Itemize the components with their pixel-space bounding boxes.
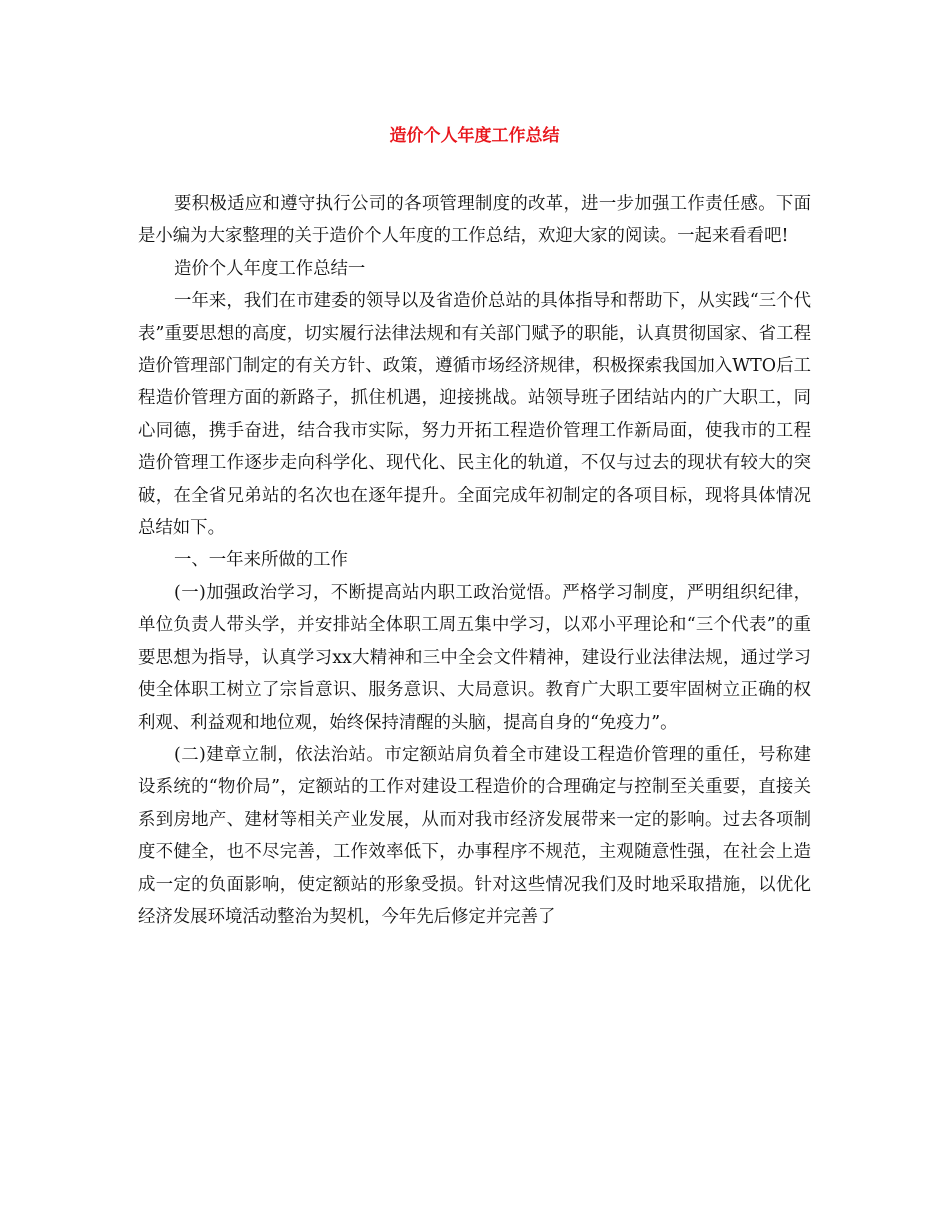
intro-paragraph: 要积极适应和遵守执行公司的各项管理制度的改革，进一步加强工作责任感。下面是小编为大家整理的关于造价个人年度的工作总结，欢迎大家的阅读。一起来看看吧! [138, 194, 811, 247]
political-study-paragraph: (一)加强政治学习，不断提高站内职工政治觉悟。严格学习制度，严明组织纪律，单位负责人带头学，并安排站全体职工周五集中学习，以邓小平理论和“三个代表”的重要思想为指导，认真学习xx大精神和三中全会文件精神，建设行业法律法规，通过学习使全体职工树立了宗旨意识、服务意识、大局意识。教育广大职工要牢固树立正确的权利观、利益观和地位观，始终保持清醒的头脑，提高自身的“免疫力”。 [138, 582, 811, 733]
overview-paragraph: 一年来，我们在市建委的领导以及省造价总站的具体指导和帮助下，从实践“三个代表”重要思想的高度，切实履行法律法规和有关部门赋予的职能，认真贯彻国家、省工程造价管理部门制定的有关方针、政策，遵循市场经济规律，积极探索我国加入WTO后工程造价管理方面的新路子，抓住机遇，迎接挑战。站领导班子团结站内的广大职工，同心同德，携手奋进，结合我市实际，努力开拓工程造价管理工作新局面，使我市的工程造价管理工作逐步走向科学化、现代化、民主化的轨道，不仅与过去的现状有较大的突破，在全省兄弟站的名次也在逐年提升。全面完成年初制定的各项目标，现将具体情况总结如下。 [138, 291, 811, 539]
rules-paragraph: (二)建章立制，依法治站。市定额站肩负着全市建设工程造价管理的重任，号称建设系统的“物价局”，定额站的工作对建设工程造价的合理确定与控制至关重要，直接关系到房地产、建材等相关产业发展，从而对我市经济发展带来一定的影响。过去各项制度不健全，也不尽完善，工作效率低下，办事程序不规范，主观随意性强，在社会上造成一定的负面影响，使定额站的形象受损。针对这些情况我们及时地采取措施，以优化经济发展环境活动整治为契机，今年先后修定并完善了 [138, 744, 811, 927]
document-title: 造价个人年度工作总结 [389, 126, 560, 146]
section-heading-summary-one: 造价个人年度工作总结一 [174, 258, 366, 279]
document-body [138, 188, 811, 933]
section-heading-work-done: 一、一年来所做的工作 [174, 550, 348, 571]
